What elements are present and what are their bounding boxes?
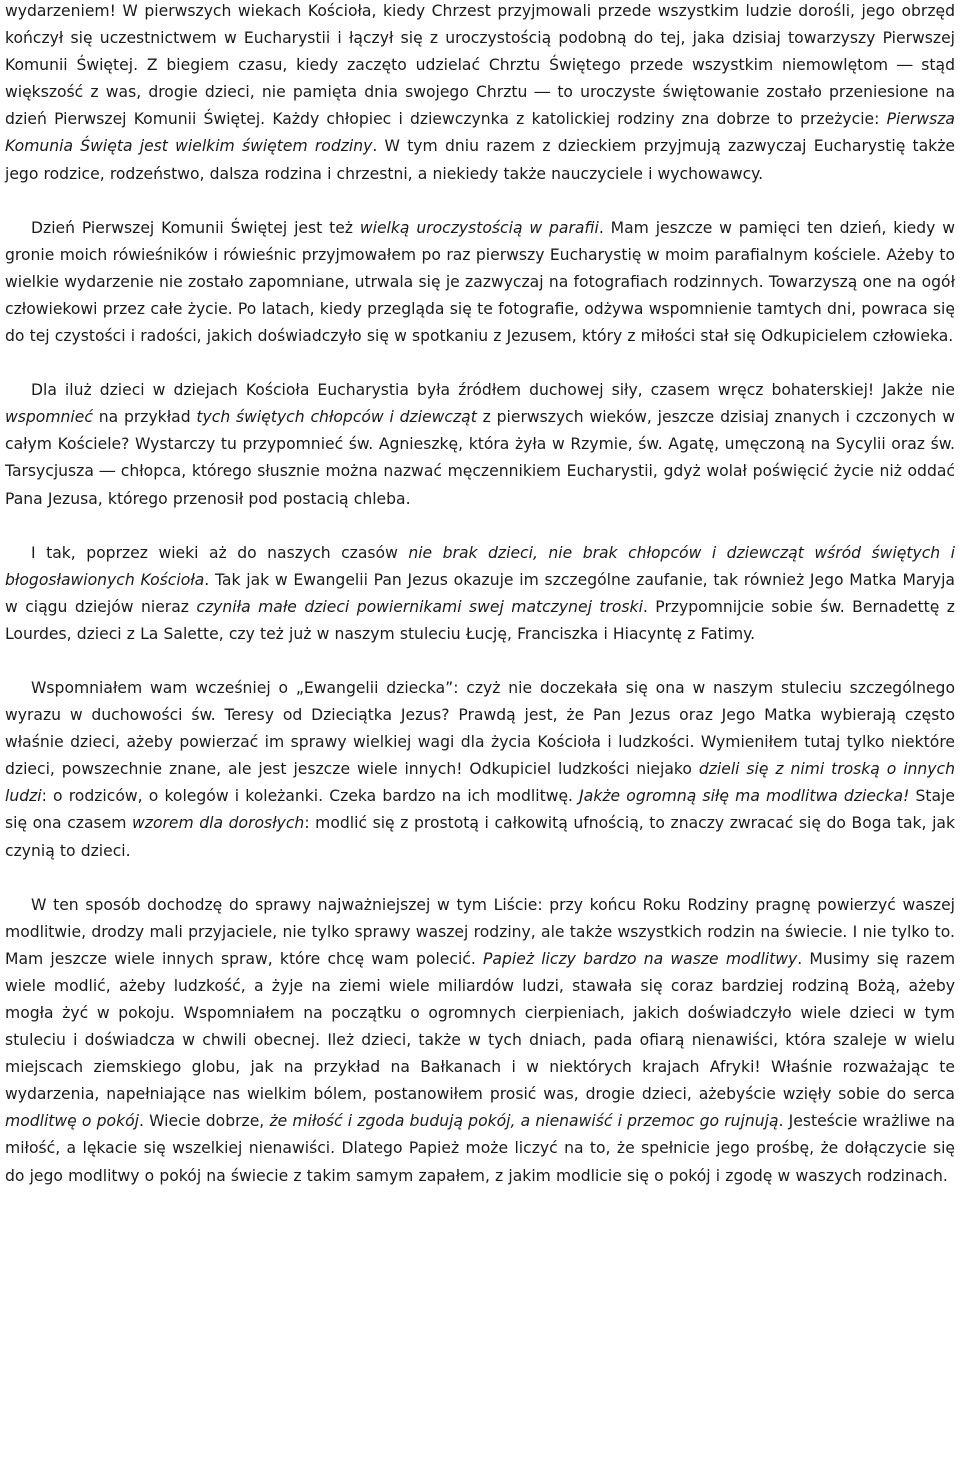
italic-text-run: czyniła małe dzieci powiernikami swej matczynej troski	[196, 597, 643, 616]
italic-text-run: Jakże ogromną siłę ma modlitwa dziecka!	[579, 787, 910, 806]
text-run: : o rodziców, o kolegów i koleżanki. Czeka bardzo na ich modlitwę.	[41, 787, 580, 806]
italic-text-run: dzieli się z nimi troską o innych ludzi	[5, 760, 955, 806]
text-run: wydarzeniem! W pierwszych wiekach Kościoła, kiedy Chrzest przyjmowali przede wszystkim ludzie dorośli, jego obrzęd kończył się uczestnictwem w Eucharystii i łączył się z uroczystością podobną do tej, jaka dzisiaj towarzyszy Pierwszej Komunii Świętej. Z biegiem czasu, kiedy zaczęto udzielać Chrztu Świętego przede wszystkim niemowlętom ― stąd większość z was, drogie dzieci, nie pamięta dnia swojego Chrztu ― to uroczyste świętowanie zostało przeniesione na dzień Pierwszej Komunii Świętej. Każdy chłopiec i dziewczynka z katolickiej rodziny zna dobrze to przeżycie:	[5, 2, 955, 129]
text-run: . Przypomnijcie sobie św. Bernadettę z Lourdes, dzieci z La Salette, czy też już w naszym stuleciu Łucję, Franciszka i Hiacyntę z Fatimy.	[5, 597, 955, 643]
text-run: . Musimy się razem wiele modlić, ażeby ludzkość, a żyje na ziemi wiele miliardów ludzi, stawała się coraz bardziej rodziną Bożą, ażeby mogła żyć w pokoju. Wspomniałem na początku o ogromnych cierpieniach, jakich doświadczyło wiele dzieci w tym stuleciu i doświadcza w chwili obecnej. Ileż dzieci, także w tych dniach, pada ofiarą nienawiści, która szaleje w wielu miejscach ziemskiego globu, jak na przykład na Bałkanach i w niektórych krajach Afryki! Właśnie rozważając te wydarzenia, napełniające nas wielkim bólem, postanowiłem prosić was, drogie dzieci, ażebyście wzięły sobie do serca	[5, 949, 956, 1104]
text-run: Dzień Pierwszej Komunii Świętej jest też	[31, 218, 360, 237]
text-run: Wspomniałem wam wcześniej o „Ewangelii dziecka”: czyż nie doczekała się ona w naszym stuleciu szczególnego wyrazu w duchowości św. Teresy od Dzieciątka Jezus? Prawdą jest, że Pan Jezus oraz Jego Matka wybierają często właśnie dzieci, ażeby powierzać im sprawy wielkiej wagi dla życia Kościoła i ludzkości. Wymieniłem tutaj tylko niektóre dzieci, powszechnie znane, ale jest jeszcze wiele innych! Odkupiciel ludzkości niejako	[5, 678, 955, 779]
italic-text-run: wzorem dla dorosłych	[132, 814, 305, 833]
italic-text-run: nie brak dzieci, nie brak chłopców i dziewcząt wśród świętych i błogosławionych Kościoła	[5, 543, 955, 589]
text-run: na przykład	[92, 408, 197, 427]
italic-text-run: wspomnieć	[5, 408, 93, 427]
italic-text-run: Papież liczy bardzo na wasze modlitwy	[483, 949, 798, 968]
document-page	[5, 0, 955, 1190]
text-run: Dla iluż dzieci w dziejach Kościoła Eucharystia była źródłem duchowej siły, czasem wręcz bohaterskiej! Jakże nie	[31, 381, 955, 400]
text-run: . Tak jak w Ewangelii Pan Jezus okazuje im szczególne zaufanie, tak również Jego Matka Maryja w ciągu dziejów nieraz	[5, 570, 955, 616]
text-run: . Jesteście wrażliwe na miłość, a lękacie się wszelkiej nienawiści. Dlatego Papież może liczyć na to, że spełnicie jego prośbę, że dołączycie się do jego modlitwy o pokój na świecie z takim samym zapałem, z jakim modlicie się o pokój i zgodę w waszych rodzinach.	[5, 1112, 956, 1185]
text-run: . Mam jeszcze w pamięci ten dzień, kiedy w gronie moich rówieśników i rówieśnic przyjmowałem po raz pierwszy Eucharystię w moim parafialnym kościele. Ażeby to wielkie wydarzenie nie zostało zapomniane, utrwala się je zazwyczaj na fotografiach rodzinnych. Towarzyszą one na ogół człowiekowi przez całe życie. Po latach, kiedy przegląda się te fotografie, odżywa wspomnienie tamtych dni, powraca się do tej czystości i radości, jakich doświadczyło się w spotkaniu z Jezusem, który z miłości stał się Odkupicielem człowieka.	[5, 218, 955, 346]
italic-text-run: tych świętych chłopców i dziewcząt	[196, 408, 477, 427]
text-run: Staje się ona czasem	[5, 787, 955, 833]
paragraph	[5, 540, 955, 648]
text-run: . Wiecie dobrze,	[138, 1112, 270, 1131]
paragraph	[5, 675, 955, 865]
italic-text-run: że miłość i zgoda budują pokój, a nienawiść i przemoc go rujnują	[269, 1112, 779, 1131]
text-run: . W tym dniu razem z dzieckiem przyjmują zazwyczaj Eucharystię także jego rodzice, rodzeństwo, dalsza rodzina i chrzestni, a niekiedy także nauczyciele i wychowawcy.	[5, 137, 955, 183]
text-run: z pierwszych wieków, jeszcze dzisiaj znanych i czczonych w całym Kościele? Wystarczy tu przypomnieć św. Agnieszkę, która żyła w Rzymie, św. Agatę, umęczoną na Sycylii oraz św. Tarsycjusza ― chłopca, którego słusznie można nazwać męczennikiem Eucharystii, gdyż wolał poświęcić życie niż oddać Pana Jezusa, którego przenosił pod postacią chleba.	[5, 408, 955, 508]
paragraph	[5, 215, 955, 350]
italic-text-run: wielką uroczystością w parafii	[359, 218, 599, 237]
text-run: I tak, poprzez wieki aż do naszych czasów	[31, 543, 409, 562]
italic-text-run: modlitwę o pokój	[5, 1112, 139, 1131]
paragraph	[5, 0, 955, 188]
text-run: : modlić się z prostotą i całkowitą ufnością, to znaczy zwracać się do Boga tak, jak czynią to dzieci.	[5, 814, 955, 860]
italic-text-run: Pierwsza Komunia Święta jest wielkim świętem rodziny	[5, 110, 955, 156]
paragraph	[5, 892, 955, 1190]
paragraph	[5, 377, 955, 512]
text-run: W ten sposób dochodzę do sprawy najważniejszej w tym Liście: przy końcu Roku Rodziny pragnę powierzyć waszej modlitwie, drodzy mali przyjaciele, nie tylko sprawy waszej rodziny, ale także wszystkich rodzin na świecie. I nie tylko to. Mam jeszcze wiele innych spraw, które chcę wam polecić.	[5, 895, 955, 968]
